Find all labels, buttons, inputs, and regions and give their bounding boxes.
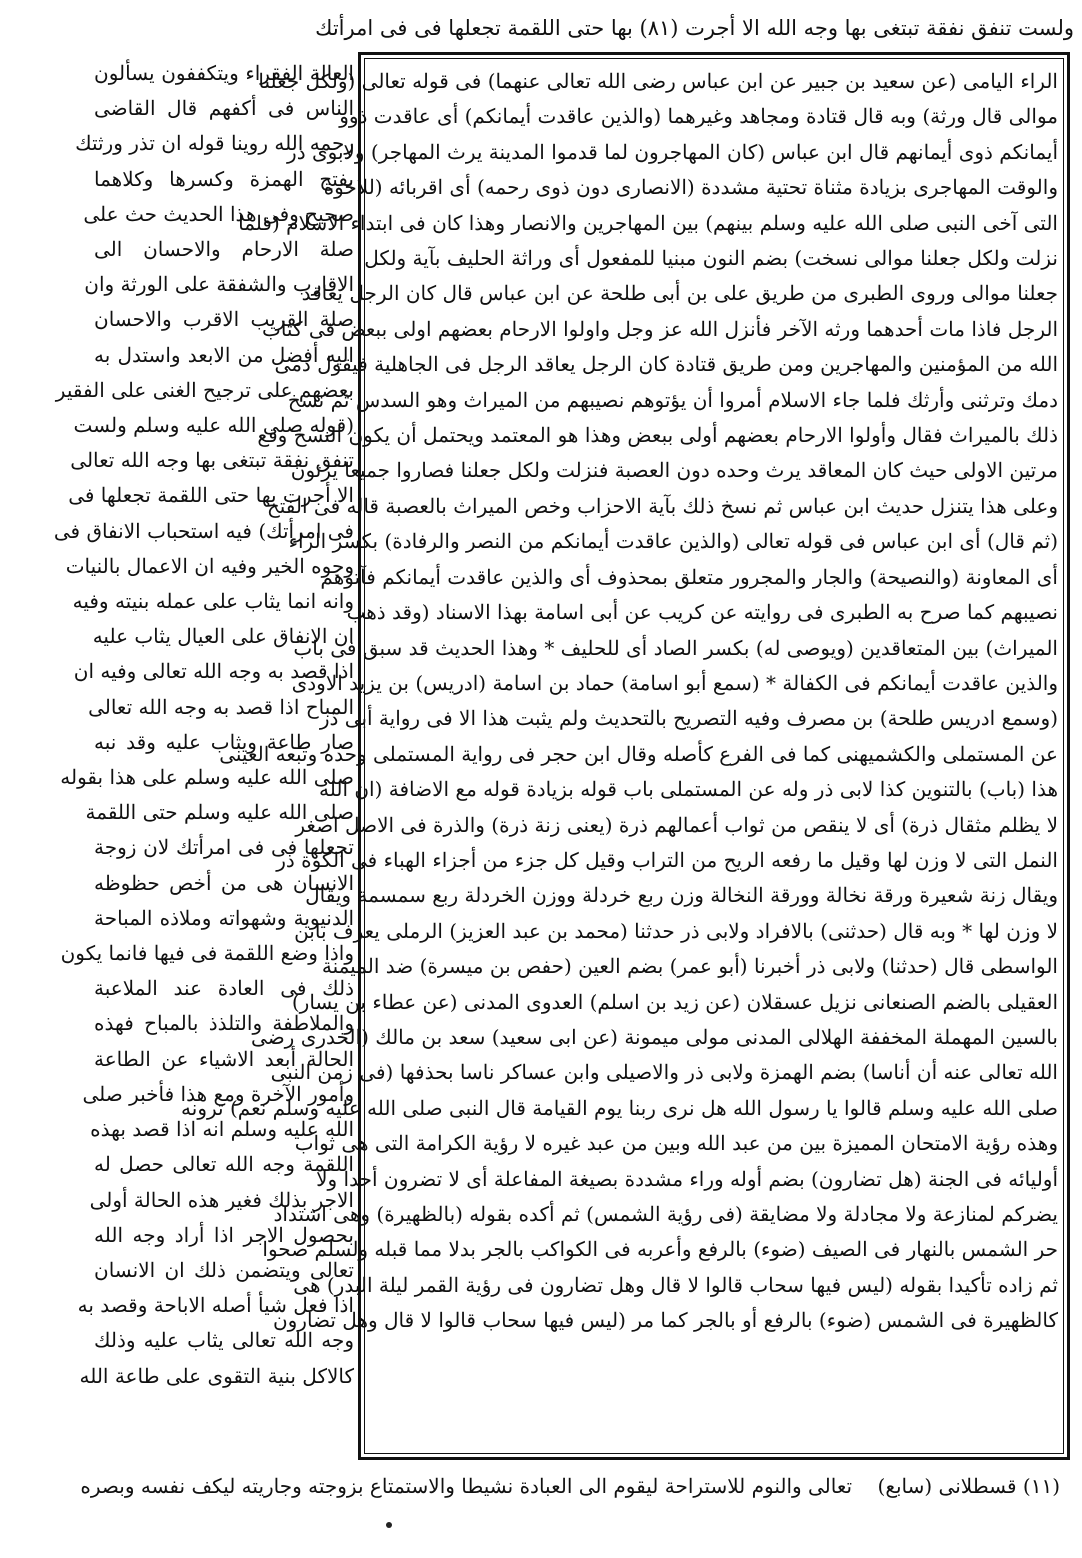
margin-text-line: وأمور الآخرة ومع هذا فأخبر صلى [82,1081,354,1106]
main-text-line: موالى قال ورثة) وبه قال قتادة ومجاهد وغيرهما (والذين عاقدت أيمانكم) أى عاقدت ذوو [339,104,1058,129]
margin-text-line: الاجر بذلك فغير هذه الحالة أولى [89,1187,354,1212]
main-text-line: وهذه رؤية الامتحان المميزة بين من عبد الله وبين من عبد غيره لا رؤية الكرامة التى هى ثواب [294,1131,1058,1156]
main-text-line: ذلك بالميراث فقال وأولوا الارحام بعضهم أولى ببعض وهذا هو المعتمد ويحتمل أن يكون النسخ وقع [257,423,1058,448]
margin-text-line: تنفق نفقة تبتغى بها وجه الله تعالى [70,448,354,473]
main-text-line: العقيلى بالضم الصنعانى نزيل عسقلان (عن زيد بن اسلم) العدوى المدنى (عن عطاء بن يسار) [291,989,1058,1014]
main-text-line: الرجل فاذا مات أحدهما ورثه الآخر فأنزل الله عز وجل واولوا الارحام بعضهم اولى ببعض فى كتاب [261,316,1058,341]
margin-text-line: صار طاعة ويثاب عليه وقد نبه [94,729,354,754]
main-text-line: النمل التى لا وزن لها وقيل ما رفعه الريح من التراب وقيل كل جزء من أجزاء الهباء فى الكوة ذر [276,847,1058,872]
main-text-line: بالسين المهملة المخففة الهلالى المدنى مولى ميمونة (عن ابى سعيد) سعد بن مالك (الخدرى رضى [251,1024,1058,1049]
margin-text-line: الناس فى أكفهم قال القاضى [94,96,354,121]
margin-text-line: الله عليه وسلم انه اذا قصد بهذه [90,1117,354,1142]
main-text-line: وعلى هذا يتنزل حديث ابن عباس ثم نسخ ذلك بآية الاحزاب وخص الميراث بالعصبة قاله فى الفتح [266,493,1058,518]
main-text-line: ويقال زنة شعيرة ورقة نخالة وورقة النخالة وزن ربع خردلة ووزن الخردلة ربع سمسمة ويقال [305,883,1058,908]
margin-text-line: اذا قصد به وجه الله تعالى وفيه ان [73,659,354,684]
ink-dot [386,1522,392,1528]
running-header [8,6,1074,50]
margin-text-line: بحصول الاجر اذا أراد وجه الله [94,1222,354,1247]
margin-text-line: الانسان هى من أخص حظوظه [94,870,354,895]
main-text-line: (وسمع ادريس طلحة) بن مصرف وفيه التصريح بالتحديث ولم يثبت هذا الا فى رواية أبى ذر [319,706,1058,731]
margin-text-line: (قوله صلى الله عليه وسلم ولست [73,413,354,438]
margin-text-line: صحيح وفى هذا الحديث حث على [83,201,354,226]
margin-text-line: فى امرأتك) فيه استحباب الانفاق فى [53,518,354,543]
margin-text-line: الحالة أبعد الاشياء عن الطاعة [94,1046,354,1071]
catchword: تعالى والنوم للاستراحة ليقوم الى العبادة نشيطا والاستمتاع بزوجته وجاريته ليكف نفسه وبصره [80,1474,853,1498]
margin-text-line: صلى الله عليه وسلم على هذا بقوله [60,765,354,790]
margin-text-line: صلة الارحام والاحسان الى [94,237,354,262]
margin-text-line: اذا فعل شيأ أصله الاباحة وقصد به [77,1293,354,1318]
main-text-line: دمك وترثنى وأرثك فلما جاء الاسلام أمروا أن يؤتوهم نصيبهم من الميراث وهو السدس ثم نسخ [287,387,1058,412]
margin-text-line: وجه الله تعالى يثاب عليه وذلك [94,1328,354,1353]
main-text-line: التى آخى النبى صلى الله عليه وسلم بينهم) بين المهاجرين والانصار وهذا كان فى ابتداء الاسلام (فلما [238,210,1058,235]
main-text-line: الميراث) بين المتعاقدين (ويوصى له) بكسر الصاد أى للحليف * وهذا الحديث قد سبق فى باب [293,635,1058,660]
main-text-line: يضركم لمنازعة ولا مجادلة ولا مضايقة (فى رؤية الشمس) ثم أكده بقوله (بالظهيرة) وهى اشتداد [273,1202,1058,1226]
main-text-line: لا وزن لها * وبه قال (حدثنى) بالافراد ولابى ذر حدثنا (محمد بن عبد العزيز) الرملى يعرف بابن [294,918,1058,943]
margin-text-line: الدنيوية وشهواته وملاذه المباحة [94,905,354,930]
main-text-line: جعلنا موالى وروى الطبرى من طريق على بن أبى طلحة عن ابن عباس قال كان الرجل يعاقد [301,281,1058,306]
margin-text-line: المباح اذا قصد به وجه الله تعالى [88,694,354,719]
margin-text-line: تجعلها فى فى امرأتك لان زوجة [94,835,354,860]
margin-text-line: وجوه الخير وفيه ان الاعمال بالنيات [65,553,354,578]
margin-text-line: بعضهم على ترجيح الغنى على الفقير [55,377,354,402]
main-text-line: ثم زاده تأكيدا بقوله (ليس فيها سحاب قالوا لا قال وهل تضارون فى رؤية القمر ليلة البدر) هى [293,1272,1058,1297]
main-text-line: صلى الله عليه وسلم قالوا يا رسول الله هل نرى ربنا يوم القيامة قال النبى صلى الله عليه وسلم نعم) ترونه [181,1095,1058,1120]
margin-text-line: بفتح الهمزة وكسرها وكلاهما [94,166,354,191]
main-text-line: حر الشمس بالنهار فى الصيف (ضوء) بالرفع وأعربه فى الكواكب بالجر بدلا مما قبله ولسلم صحوا [262,1237,1058,1262]
main-text-line: (ثم قال) أى ابن عباس فى قوله تعالى (والذين عاقدت أيمانكم من النصر والرفادة) بكسر الراء [288,529,1058,554]
margin-text-line: واذا وضع اللقمة فى فيها فانما يكون [60,941,354,966]
margin-text-line: ذلك فى العادة عند الملاعبة [94,976,354,1001]
margin-text-line: كالاكل بنية التقوى على طاعة الله [79,1363,354,1388]
margin-text-line: صلة القريب الاقرب والاحسان [94,307,354,332]
main-text-line: أيمانكم ذوى أيمانهم قال ابن عباس (كان المهاجرون لما قدموا المدينة يرث المهاجر) ولابوى ذر [287,139,1058,164]
margin-text-line: اللقمة وجه الله تعالى حصل له [94,1152,354,1177]
margin-text-line: والملاطفة والتلذذ بالمباح فهذه [94,1011,354,1036]
margin-text-line: تعالى ويتضمن ذلك ان الانسان [94,1257,354,1282]
page-footer [80,1464,1060,1508]
margin-text-line: اليه أفضل من الابعد واستدل به [94,342,354,367]
main-text-line: والذين عاقدت أيمانكم فى الكفالة * (سمع أبو اسامة) حماد بن اسامة (ادريس) بن يزيد الاودى [291,670,1058,695]
main-text-line: نزلت ولكل جعلنا موالى نسخت) بضم النون مبنيا للمفعول أى وراثة الحليف بآية ولكل [364,246,1058,271]
main-text-line: كالظهيرة فى الشمس (ضوء) بالرفع أو بالجر كما مر (ليس فيها سحاب قالوا لا قال وهل تضارون [272,1308,1058,1333]
main-text-line: أوليائه فى الجنة (هل تضارون) بضم أوله وراء مشددة بصيغة المفاعلة أى لا تضرون أحدا ولا [316,1166,1058,1191]
text-frame [8,52,1074,1464]
margin-text-line: الاقارب والشفقة على الورثة وان [84,272,354,297]
main-text-line: أى المعاونة (والنصيحة) والجار والمجرور متعلق بمحذوف أى والذين عاقدت أيمانكم فآتوهم [320,564,1058,589]
signature-mark: (١١) قسطلانى (سابع) [877,1474,1060,1498]
main-text-line: الواسطى قال (حدثنا) ولابى ذر أخبرنا (أبو عمر) بضم العين (حفص بن ميسرة) ضد الميمنة [321,954,1058,979]
main-text-line: نصيبهم كما صرح به الطبرى فى روايته عن كريب عن أبى اسامة بهذا الاسناد (وقد ذهب [346,600,1058,625]
margin-text-line: رحمه الله روينا قوله ان تذر ورثتك [75,131,354,156]
main-text-line: لا يظلم مثقال ذرة) أى لا ينقص من ثواب أعمالهم ذرة (يعنى زنة ذرة) والذرة فى الاصل اصغر [295,812,1058,837]
running-title: ولست تنفق نفقة تبتغى بها وجه الله الا أجرت (٨١) بها حتى اللقمة تجعلها فى فى امرأتك [315,16,1074,40]
margin-text-line: الا أجرت بها حتى اللقمة تجعلها فى [68,483,354,508]
margin-text-line: وانه انما يثاب على عمله بنيته وفيه [72,589,354,614]
main-text-line: مرتين الاولى حيث كان المعاقد يرث وحده دون العصبة فنزلت ولكل جعلنا فصاروا جميعا يرثون [290,458,1058,483]
margin-commentary-column [53,56,354,1456]
margin-text-line: العالة الفقراء ويتكففون يسألون [94,61,354,85]
margin-text-line: ان الانفاق على العيال يثاب عليه [92,624,354,649]
main-text-line: الله تعالى عنه أن أناسا) بضم الهمزة ولابى ذر والاصيلى وابن عساكر ناسا بحذفها (فى زمن النبى [270,1060,1058,1085]
main-text-line: والوقت المهاجرى بزيادة مثناة تحتية مشددة (الانصارى دون ذوى رحمه) أى اقربائه (للاخوة [323,175,1058,200]
main-text-line: الراء اليامى (عن سعيد بن جبير عن ابن عباس رضى الله تعالى عنهما) فى قوله تعالى (ولكل جعلنا [258,69,1058,93]
main-text-line: عن المستملى والكشميهنى كما فى الفرع كأصله وقال ابن حجر فى رواية المستملى وحده وتبعه العينى [219,741,1058,766]
main-text-line: الله من المؤمنين والمهاجرين ومن طريق قتادة كان الرجل يعاقد الرجل فى الجاهلية فيقول دمى [274,352,1058,377]
margin-text-line: صلى الله عليه وسلم حتى اللقمة [85,800,354,825]
main-text-line: هذا (باب) بالتنوين كذا لابى ذر وله عن المستملى باب قوله بزيادة قوله مع الاضافة (ان الله [319,777,1058,802]
